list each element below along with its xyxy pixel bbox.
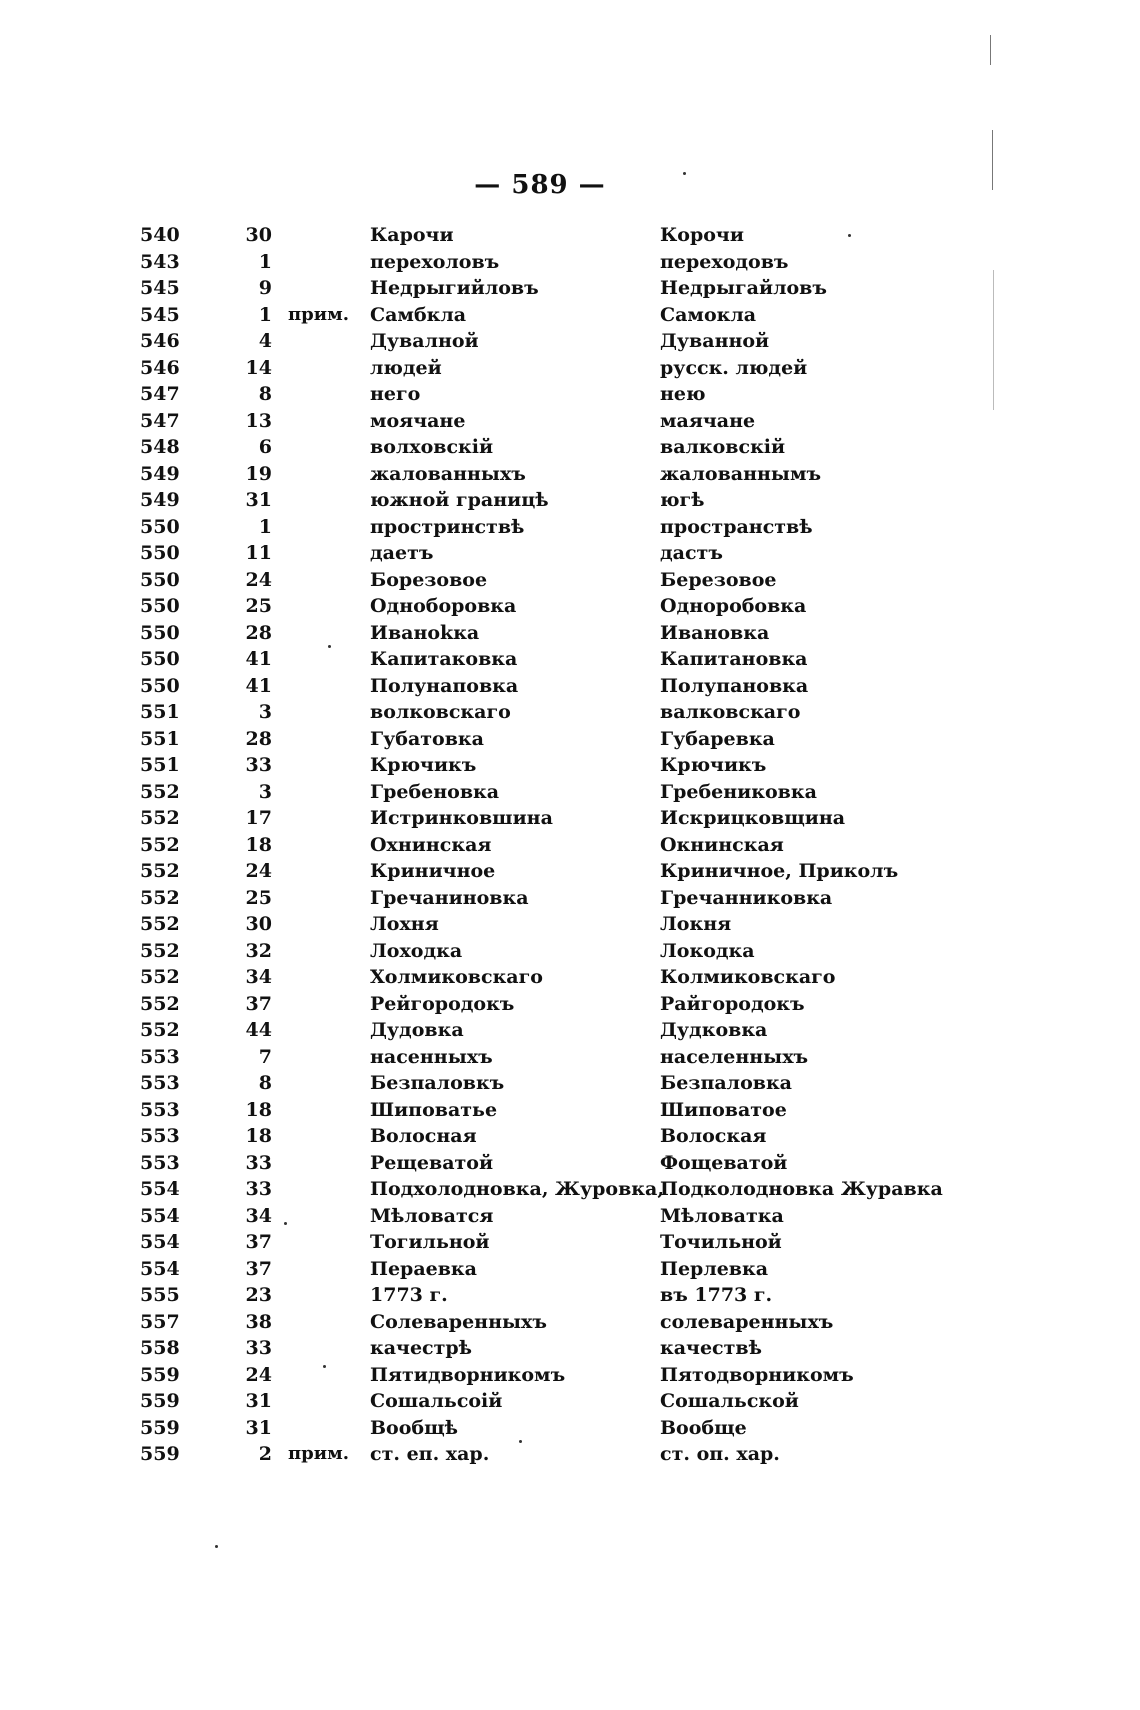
errata-row xyxy=(130,408,950,435)
correct-text: жалованнымъ xyxy=(660,462,822,485)
errata-row xyxy=(130,1176,950,1203)
correct-text: Райгородокъ xyxy=(660,992,805,1015)
note-ref: прим. xyxy=(288,303,350,325)
printed-text: качестрѣ xyxy=(370,1337,473,1359)
errata-row xyxy=(130,487,950,514)
page-ref: 554 xyxy=(140,1231,180,1253)
correct-text: Полупановка xyxy=(660,674,809,697)
line-ref: 23 xyxy=(245,1284,272,1306)
printed-text: Карочи xyxy=(370,224,454,246)
correct-text: Крючикъ xyxy=(660,754,767,776)
correct-text: Гребениковка xyxy=(660,780,817,803)
line-ref: 18 xyxy=(245,1098,272,1121)
errata-row xyxy=(130,1388,950,1415)
line-ref: 31 xyxy=(245,1416,272,1439)
printed-text: Тогильной xyxy=(370,1231,490,1253)
correct-text: Сошальской xyxy=(660,1390,799,1412)
line-ref: 33 xyxy=(245,1178,272,1200)
page-ref: 552 xyxy=(140,833,180,856)
correct-text: ст. оп. хар. xyxy=(660,1443,780,1465)
line-ref: 19 xyxy=(245,462,272,485)
correct-text: Недрыгайловъ xyxy=(660,277,827,299)
line-ref: 8 xyxy=(258,383,272,405)
printed-text: Пятидворникомъ xyxy=(370,1363,566,1386)
page-ref: 550 xyxy=(140,542,180,564)
errata-row xyxy=(130,328,950,355)
printed-text: Лохня xyxy=(370,913,439,935)
correct-text: Окнинская xyxy=(660,833,784,856)
printed-text: Истринковшина xyxy=(370,807,553,829)
printed-text: Подхолодновка, Журовка, xyxy=(370,1178,664,1200)
printed-text: волковскаго xyxy=(370,701,511,723)
errata-row xyxy=(130,938,950,965)
printed-text: Капитаковка xyxy=(370,648,518,670)
line-ref: 34 xyxy=(245,966,272,988)
page-ref: 546 xyxy=(140,330,180,352)
correct-text: маячане xyxy=(660,409,756,432)
line-ref: 8 xyxy=(258,1072,272,1094)
correct-text: Фощеватой xyxy=(660,1151,788,1174)
printed-text: Шиповатье xyxy=(370,1098,498,1121)
correct-text: Гречанниковка xyxy=(660,886,833,909)
errata-row xyxy=(130,434,950,461)
errata-row xyxy=(130,222,950,249)
line-ref: 25 xyxy=(245,595,272,617)
correct-text: Мѣловатка xyxy=(660,1204,784,1227)
printed-text: Самбкла xyxy=(370,303,467,326)
page-ref: 551 xyxy=(140,727,180,750)
errata-row xyxy=(130,1282,950,1309)
printed-text: Рещеватой xyxy=(370,1151,494,1174)
line-ref: 9 xyxy=(258,277,272,299)
correct-text: Перлевка xyxy=(660,1257,769,1280)
line-ref: 28 xyxy=(245,727,272,750)
errata-row xyxy=(130,593,950,620)
printed-text: Губатовка xyxy=(370,727,484,750)
printed-text: перехоловъ xyxy=(370,250,500,273)
printed-text: простринствѣ xyxy=(370,515,525,538)
page-ref: 549 xyxy=(140,462,180,485)
errata-row xyxy=(130,1256,950,1283)
errata-row xyxy=(130,1362,950,1389)
line-ref: 37 xyxy=(245,992,272,1015)
page-ref: 552 xyxy=(140,886,180,909)
errata-row xyxy=(130,1150,950,1177)
errata-row xyxy=(130,1203,950,1230)
line-ref: 18 xyxy=(245,833,272,856)
correct-text: Локодка xyxy=(660,939,755,962)
errata-row xyxy=(130,752,950,779)
page-ref: 547 xyxy=(140,409,180,432)
page-ref: 545 xyxy=(140,303,180,326)
errata-row xyxy=(130,646,950,673)
line-ref: 14 xyxy=(245,356,272,379)
errata-row xyxy=(130,302,950,329)
printed-text: Мѣловатся xyxy=(370,1204,494,1227)
page-ref: 559 xyxy=(140,1416,180,1439)
page-ref: 552 xyxy=(140,966,180,988)
correct-text: югѣ xyxy=(660,489,705,511)
printed-text: Сошальсоій xyxy=(370,1390,503,1412)
line-ref: 33 xyxy=(245,1151,272,1174)
line-ref: 2 xyxy=(258,1443,272,1465)
line-ref: 38 xyxy=(245,1310,272,1333)
errata-row xyxy=(130,249,950,276)
printed-text: Борезовое xyxy=(370,568,488,591)
page-ref: 559 xyxy=(140,1390,180,1412)
errata-row xyxy=(130,1070,950,1097)
printed-text: моячане xyxy=(370,409,466,432)
line-ref: 11 xyxy=(245,542,272,564)
printed-text: Недрыгийловъ xyxy=(370,277,539,299)
errata-row xyxy=(130,1415,950,1442)
correct-text: Капитановка xyxy=(660,648,808,670)
errata-row xyxy=(130,911,950,938)
printed-text: Одноборовка xyxy=(370,595,517,617)
page-ref: 552 xyxy=(140,780,180,803)
page-ref: 551 xyxy=(140,701,180,723)
errata-row xyxy=(130,620,950,647)
errata-row xyxy=(130,275,950,302)
page-ref: 550 xyxy=(140,621,180,644)
page-ref: 552 xyxy=(140,807,180,829)
line-ref: 37 xyxy=(245,1231,272,1253)
correct-text: Безпаловка xyxy=(660,1072,792,1094)
printed-text: Гребеновка xyxy=(370,780,500,803)
errata-row xyxy=(130,699,950,726)
printed-text: Солеваренныхъ xyxy=(370,1310,547,1333)
correct-text: Вообще xyxy=(660,1416,747,1439)
line-ref: 25 xyxy=(245,886,272,909)
printed-text: Полунаповка xyxy=(370,674,519,697)
printed-text: насенныхъ xyxy=(370,1045,493,1068)
correct-text: населенныхъ xyxy=(660,1045,809,1068)
line-ref: 7 xyxy=(258,1045,272,1068)
correct-text: Одноробовка xyxy=(660,595,807,617)
line-ref: 32 xyxy=(245,939,272,962)
line-ref: 6 xyxy=(258,436,272,458)
line-ref: 41 xyxy=(245,648,272,670)
correct-text: Локня xyxy=(660,913,732,935)
printed-text: южной границѣ xyxy=(370,489,549,511)
page-ref: 559 xyxy=(140,1443,180,1465)
errata-row xyxy=(130,858,950,885)
printed-text: даетъ xyxy=(370,542,434,564)
page-ref: 553 xyxy=(140,1098,180,1121)
errata-row xyxy=(130,1229,950,1256)
line-ref: 41 xyxy=(245,674,272,697)
line-ref: 1 xyxy=(258,303,272,326)
errata-row xyxy=(130,514,950,541)
errata-row xyxy=(130,1017,950,1044)
errata-row xyxy=(130,461,950,488)
page-ref: 547 xyxy=(140,383,180,405)
printed-text: Волосная xyxy=(370,1125,477,1147)
printed-text: Холмиковскаго xyxy=(370,966,543,988)
page-ref: 555 xyxy=(140,1284,180,1306)
page-ref: 553 xyxy=(140,1072,180,1094)
correct-text: переходовъ xyxy=(660,250,789,273)
page-ref: 552 xyxy=(140,992,180,1015)
line-ref: 13 xyxy=(245,409,272,432)
correct-text: въ 1773 г. xyxy=(660,1284,773,1306)
correct-text: валковскаго xyxy=(660,701,801,723)
errata-row xyxy=(130,832,950,859)
correct-text: валковскій xyxy=(660,436,786,458)
errata-row xyxy=(130,964,950,991)
correct-text: Точильной xyxy=(660,1231,782,1253)
page-ref: 550 xyxy=(140,674,180,697)
page-ref: 549 xyxy=(140,489,180,511)
line-ref: 37 xyxy=(245,1257,272,1280)
line-ref: 33 xyxy=(245,1337,272,1359)
errata-row xyxy=(130,1044,950,1071)
line-ref: 18 xyxy=(245,1125,272,1147)
errata-row xyxy=(130,779,950,806)
correct-text: Волоская xyxy=(660,1125,767,1147)
errata-row xyxy=(130,355,950,382)
page-ref: 552 xyxy=(140,860,180,882)
line-ref: 33 xyxy=(245,754,272,776)
printed-text: Гречаниновка xyxy=(370,886,529,909)
page-ref: 553 xyxy=(140,1125,180,1147)
page-ref: 550 xyxy=(140,568,180,591)
line-ref: 24 xyxy=(245,568,272,591)
errata-row xyxy=(130,991,950,1018)
printed-text: ст. еп. хар. xyxy=(370,1443,490,1465)
page-ref: 548 xyxy=(140,436,180,458)
page-ref: 557 xyxy=(140,1310,180,1333)
page-ref: 552 xyxy=(140,939,180,962)
line-ref: 44 xyxy=(245,1019,272,1041)
page-ref: 553 xyxy=(140,1045,180,1068)
printed-text: Криничное xyxy=(370,860,496,882)
printed-text: людей xyxy=(370,356,442,379)
page-ref: 550 xyxy=(140,515,180,538)
line-ref: 30 xyxy=(245,224,272,246)
correct-text: Дуванной xyxy=(660,330,770,352)
printed-text: Дудовка xyxy=(370,1019,464,1041)
page-ref: 554 xyxy=(140,1204,180,1227)
page-ref: 554 xyxy=(140,1178,180,1200)
page-ref: 545 xyxy=(140,277,180,299)
page-edge-line xyxy=(993,270,994,410)
printed-text: 1773 г. xyxy=(370,1284,448,1306)
correct-text: Дудковка xyxy=(660,1019,768,1041)
page-ref: 540 xyxy=(140,224,180,246)
errata-row xyxy=(130,1123,950,1150)
errata-row xyxy=(130,673,950,700)
correct-text: Пятодворникомъ xyxy=(660,1363,854,1386)
errata-row xyxy=(130,1335,950,1362)
line-ref: 31 xyxy=(245,1390,272,1412)
print-speck xyxy=(215,1545,218,1548)
printed-text: Охнинская xyxy=(370,833,492,856)
errata-row xyxy=(130,726,950,753)
correct-text: пространствѣ xyxy=(660,515,813,538)
line-ref: 3 xyxy=(258,701,272,723)
errata-row xyxy=(130,381,950,408)
page-ref: 546 xyxy=(140,356,180,379)
correct-text: Шиповатое xyxy=(660,1098,787,1121)
errata-row xyxy=(130,1309,950,1336)
correct-text: Ивановка xyxy=(660,621,770,644)
line-ref: 17 xyxy=(245,807,272,829)
correct-text: Губаревка xyxy=(660,727,775,750)
page-ref: 559 xyxy=(140,1363,180,1386)
page-ref: 551 xyxy=(140,754,180,776)
errata-row xyxy=(130,567,950,594)
page-edge-line xyxy=(990,35,991,65)
errata-row xyxy=(130,1097,950,1124)
errata-row xyxy=(130,540,950,567)
correct-text: Искрицковщина xyxy=(660,807,846,829)
line-ref: 24 xyxy=(245,1363,272,1386)
printed-text: Крючикъ xyxy=(370,754,477,776)
note-ref: прим. xyxy=(288,1443,350,1464)
line-ref: 1 xyxy=(258,250,272,273)
page-ref: 543 xyxy=(140,250,180,273)
correct-text: Колмиковскаго xyxy=(660,966,836,988)
printed-text: Дувалной xyxy=(370,330,479,352)
line-ref: 34 xyxy=(245,1204,272,1227)
correct-text: дастъ xyxy=(660,542,723,564)
page-ref: 552 xyxy=(140,1019,180,1041)
errata-row xyxy=(130,885,950,912)
page-ref: 558 xyxy=(140,1337,180,1359)
correct-text: солеваренныхъ xyxy=(660,1310,834,1333)
printed-text: него xyxy=(370,383,421,405)
printed-text: Иваноkка xyxy=(370,621,480,644)
page-ref: 554 xyxy=(140,1257,180,1280)
correct-text: Березовое xyxy=(660,568,777,591)
printed-text: Безпаловкъ xyxy=(370,1072,505,1094)
line-ref: 24 xyxy=(245,860,272,882)
page-ref: 552 xyxy=(140,913,180,935)
printed-text: Рейгородокъ xyxy=(370,992,515,1015)
printed-text: Вообщѣ xyxy=(370,1416,458,1439)
line-ref: 4 xyxy=(258,330,272,352)
line-ref: 1 xyxy=(258,515,272,538)
page-ref: 550 xyxy=(140,595,180,617)
correct-text: качествѣ xyxy=(660,1337,762,1359)
correct-text: Подколодновка Журавка xyxy=(660,1178,943,1200)
correct-text: русск. людей xyxy=(660,356,808,379)
line-ref: 31 xyxy=(245,489,272,511)
printed-text: Пераевка xyxy=(370,1257,477,1280)
page-ref: 553 xyxy=(140,1151,180,1174)
printed-text: волховскій xyxy=(370,436,494,458)
correct-text: Криничное, Приколъ xyxy=(660,860,899,882)
line-ref: 28 xyxy=(245,621,272,644)
errata-table xyxy=(130,222,950,1468)
correct-text: Самокла xyxy=(660,303,757,326)
correct-text: нею xyxy=(660,383,706,405)
errata-row xyxy=(130,805,950,832)
correct-text: Корочи xyxy=(660,224,744,246)
printed-text: Лоходка xyxy=(370,939,463,962)
page-number: — 589 — xyxy=(474,170,606,200)
line-ref: 3 xyxy=(258,780,272,803)
errata-row xyxy=(130,1441,950,1468)
line-ref: 30 xyxy=(245,913,272,935)
page-ref: 550 xyxy=(140,648,180,670)
printed-text: жалованныхъ xyxy=(370,462,526,485)
